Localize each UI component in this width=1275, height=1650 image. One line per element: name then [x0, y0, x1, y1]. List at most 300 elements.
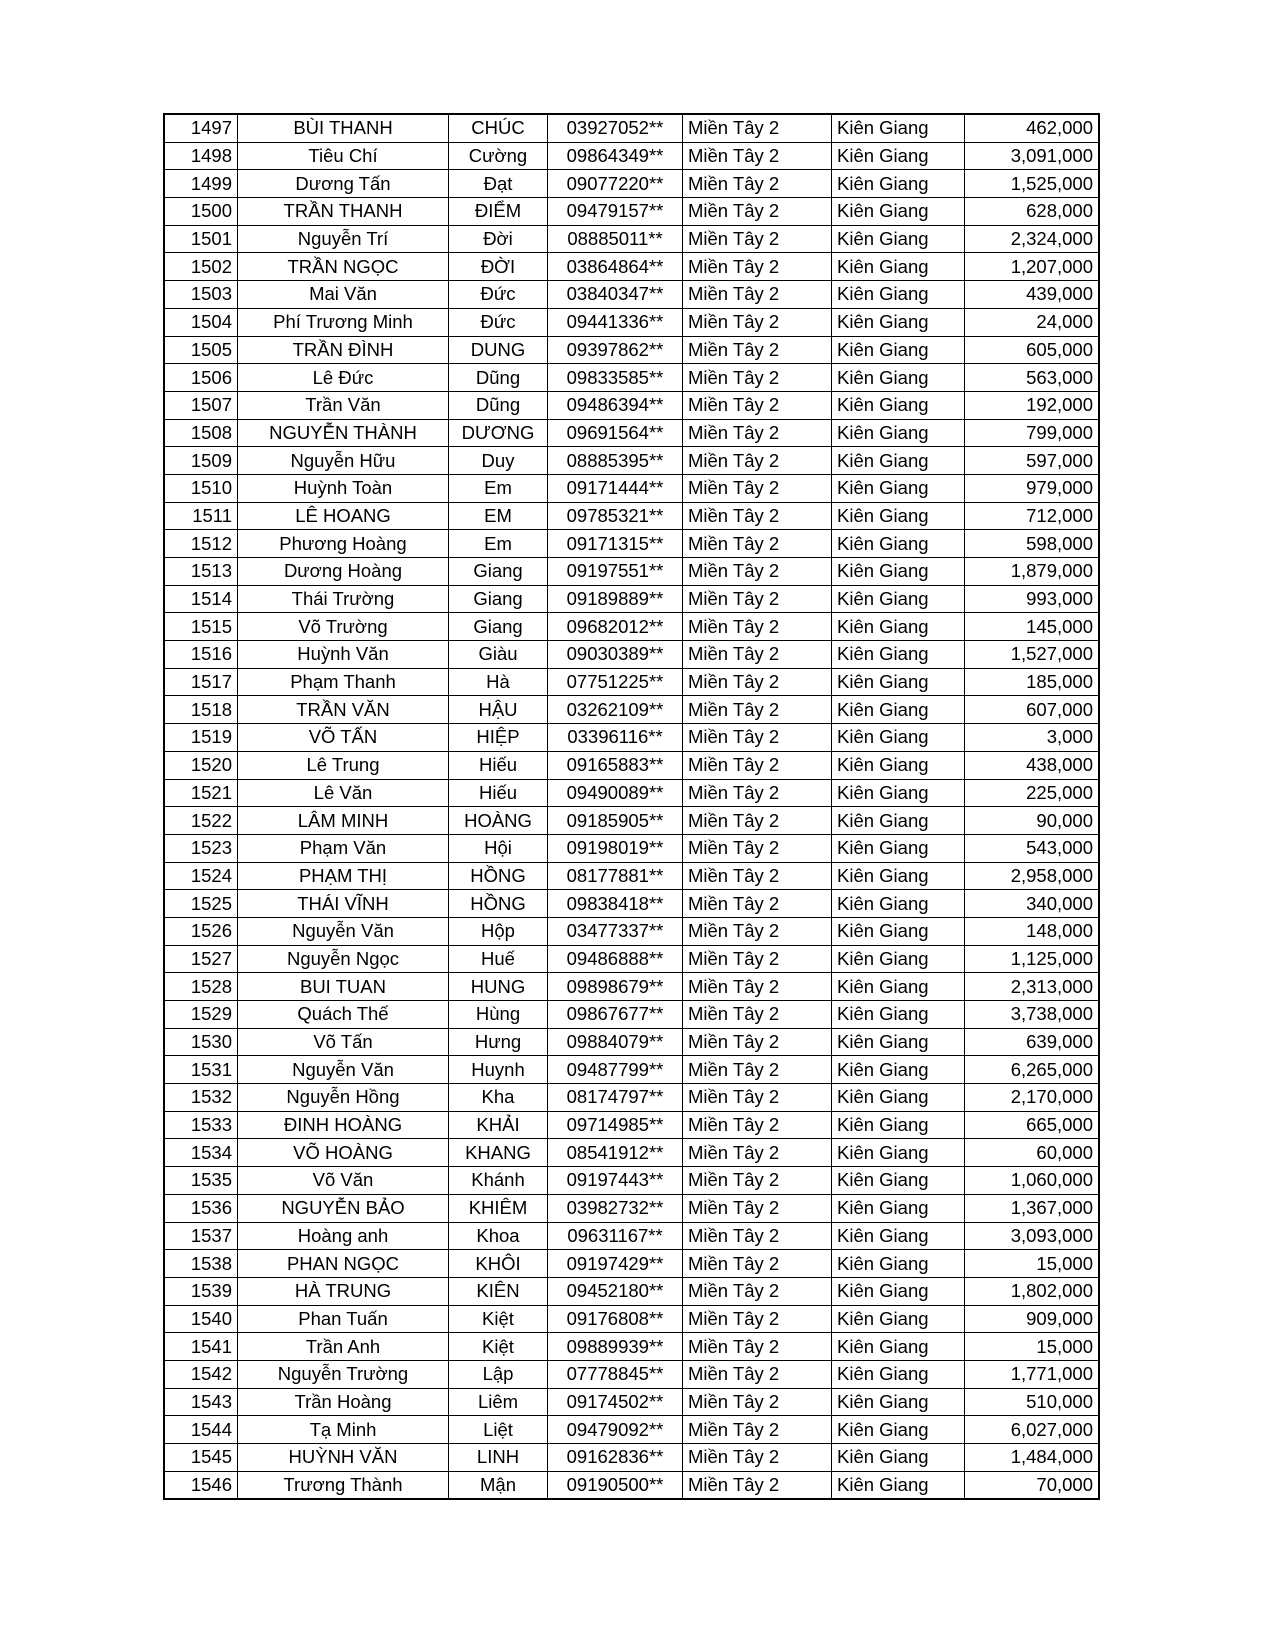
region: Miền Tây 2: [683, 114, 832, 142]
given-name: Hội: [449, 834, 548, 862]
amount: 439,000: [965, 281, 1100, 309]
table-row: [164, 973, 1099, 1001]
row-number: 1530: [164, 1028, 238, 1056]
table-row: [164, 641, 1099, 669]
given-name: LINH: [449, 1444, 548, 1472]
amount: 607,000: [965, 696, 1100, 724]
province: Kiên Giang: [832, 474, 965, 502]
region: Miền Tây 2: [683, 696, 832, 724]
given-name: Giang: [449, 613, 548, 641]
table-row: [164, 419, 1099, 447]
row-number: 1539: [164, 1277, 238, 1305]
row-number: 1528: [164, 973, 238, 1001]
region: Miền Tây 2: [683, 1250, 832, 1278]
amount: 1,771,000: [965, 1360, 1100, 1388]
amount: 605,000: [965, 336, 1100, 364]
table-row: [164, 1139, 1099, 1167]
region: Miền Tây 2: [683, 474, 832, 502]
table-row: [164, 530, 1099, 558]
row-number: 1529: [164, 1001, 238, 1029]
family-name: Tạ Minh: [238, 1416, 449, 1444]
given-name: Em: [449, 474, 548, 502]
row-number: 1503: [164, 281, 238, 309]
province: Kiên Giang: [832, 253, 965, 281]
family-name: Nguyễn Trường: [238, 1360, 449, 1388]
family-name: Nguyễn Trí: [238, 225, 449, 253]
amount: 1,484,000: [965, 1444, 1100, 1472]
province: Kiên Giang: [832, 1416, 965, 1444]
family-name: BUI TUAN: [238, 973, 449, 1001]
phone-number: 09174502**: [548, 1388, 683, 1416]
phone-number: 08174797**: [548, 1084, 683, 1112]
row-number: 1535: [164, 1167, 238, 1195]
given-name: KHẢI: [449, 1111, 548, 1139]
province: Kiên Giang: [832, 668, 965, 696]
region: Miền Tây 2: [683, 281, 832, 309]
phone-number: 09490089**: [548, 779, 683, 807]
row-number: 1497: [164, 114, 238, 142]
amount: 3,093,000: [965, 1222, 1100, 1250]
amount: 1,879,000: [965, 558, 1100, 586]
amount: 15,000: [965, 1250, 1100, 1278]
phone-number: 09452180**: [548, 1277, 683, 1305]
row-number: 1508: [164, 419, 238, 447]
phone-number: 09838418**: [548, 890, 683, 918]
family-name: Quách Thế: [238, 1001, 449, 1029]
given-name: Liêm: [449, 1388, 548, 1416]
table-row: [164, 1360, 1099, 1388]
given-name: ĐỜI: [449, 253, 548, 281]
given-name: HỒNG: [449, 890, 548, 918]
region: Miền Tây 2: [683, 613, 832, 641]
amount: 993,000: [965, 585, 1100, 613]
table-row: [164, 281, 1099, 309]
family-name: LÂM MINH: [238, 807, 449, 835]
region: Miền Tây 2: [683, 779, 832, 807]
phone-number: 07751225**: [548, 668, 683, 696]
province: Kiên Giang: [832, 807, 965, 835]
amount: 225,000: [965, 779, 1100, 807]
province: Kiên Giang: [832, 447, 965, 475]
family-name: Tiêu Chí: [238, 142, 449, 170]
phone-number: 09714985**: [548, 1111, 683, 1139]
region: Miền Tây 2: [683, 1222, 832, 1250]
row-number: 1519: [164, 724, 238, 752]
table-row: [164, 1388, 1099, 1416]
table-row: [164, 1471, 1099, 1499]
given-name: Hà: [449, 668, 548, 696]
family-name: Phạm Thanh: [238, 668, 449, 696]
province: Kiên Giang: [832, 917, 965, 945]
province: Kiên Giang: [832, 1028, 965, 1056]
region: Miền Tây 2: [683, 1305, 832, 1333]
amount: 145,000: [965, 613, 1100, 641]
row-number: 1498: [164, 142, 238, 170]
row-number: 1517: [164, 668, 238, 696]
given-name: Kiệt: [449, 1305, 548, 1333]
region: Miền Tây 2: [683, 1333, 832, 1361]
region: Miền Tây 2: [683, 724, 832, 752]
region: Miền Tây 2: [683, 253, 832, 281]
family-name: Huỳnh Toàn: [238, 474, 449, 502]
region: Miền Tây 2: [683, 862, 832, 890]
amount: 909,000: [965, 1305, 1100, 1333]
phone-number: 08885395**: [548, 447, 683, 475]
phone-number: 09198019**: [548, 834, 683, 862]
phone-number: 09197443**: [548, 1167, 683, 1195]
family-name: TRẦN VĂN: [238, 696, 449, 724]
province: Kiên Giang: [832, 1194, 965, 1222]
phone-number: 09867677**: [548, 1001, 683, 1029]
region: Miền Tây 2: [683, 668, 832, 696]
table-row: [164, 225, 1099, 253]
row-number: 1525: [164, 890, 238, 918]
row-number: 1509: [164, 447, 238, 475]
region: Miền Tây 2: [683, 1471, 832, 1499]
province: Kiên Giang: [832, 696, 965, 724]
amount: 1,367,000: [965, 1194, 1100, 1222]
amount: 6,027,000: [965, 1416, 1100, 1444]
table-row: [164, 114, 1099, 142]
phone-number: 09030389**: [548, 641, 683, 669]
province: Kiên Giang: [832, 1250, 965, 1278]
phone-number: 08177881**: [548, 862, 683, 890]
phone-number: 09479092**: [548, 1416, 683, 1444]
table-row: [164, 308, 1099, 336]
given-name: Dũng: [449, 364, 548, 392]
region: Miền Tây 2: [683, 447, 832, 475]
row-number: 1520: [164, 751, 238, 779]
family-name: HÀ TRUNG: [238, 1277, 449, 1305]
data-table: [163, 113, 1100, 1500]
province: Kiên Giang: [832, 890, 965, 918]
given-name: Lập: [449, 1360, 548, 1388]
given-name: Dũng: [449, 391, 548, 419]
table-row: [164, 1444, 1099, 1472]
amount: 462,000: [965, 114, 1100, 142]
table-row: [164, 1001, 1099, 1029]
family-name: Huỳnh Văn: [238, 641, 449, 669]
province: Kiên Giang: [832, 558, 965, 586]
phone-number: 03262109**: [548, 696, 683, 724]
family-name: NGUYỄN THÀNH: [238, 419, 449, 447]
table-row: [164, 336, 1099, 364]
table-row: [164, 364, 1099, 392]
family-name: VÕ HOÀNG: [238, 1139, 449, 1167]
table-row: [164, 1305, 1099, 1333]
row-number: 1544: [164, 1416, 238, 1444]
table-row: [164, 945, 1099, 973]
phone-number: 09479157**: [548, 198, 683, 226]
region: Miền Tây 2: [683, 364, 832, 392]
amount: 799,000: [965, 419, 1100, 447]
row-number: 1532: [164, 1084, 238, 1112]
amount: 979,000: [965, 474, 1100, 502]
family-name: TRẦN ĐÌNH: [238, 336, 449, 364]
row-number: 1514: [164, 585, 238, 613]
amount: 1,527,000: [965, 641, 1100, 669]
table-row: [164, 724, 1099, 752]
region: Miền Tây 2: [683, 807, 832, 835]
amount: 2,958,000: [965, 862, 1100, 890]
family-name: Phí Trương Minh: [238, 308, 449, 336]
family-name: Mai Văn: [238, 281, 449, 309]
given-name: Hiếu: [449, 779, 548, 807]
region: Miền Tây 2: [683, 973, 832, 1001]
province: Kiên Giang: [832, 336, 965, 364]
family-name: Thái Trường: [238, 585, 449, 613]
table-row: [164, 474, 1099, 502]
family-name: TRẦN THANH: [238, 198, 449, 226]
phone-number: 03864864**: [548, 253, 683, 281]
province: Kiên Giang: [832, 1222, 965, 1250]
given-name: HỒNG: [449, 862, 548, 890]
given-name: Kha: [449, 1084, 548, 1112]
phone-number: 08541912**: [548, 1139, 683, 1167]
amount: 185,000: [965, 668, 1100, 696]
given-name: Giang: [449, 585, 548, 613]
amount: 598,000: [965, 530, 1100, 558]
region: Miền Tây 2: [683, 170, 832, 198]
given-name: Giàu: [449, 641, 548, 669]
amount: 712,000: [965, 502, 1100, 530]
phone-number: 03927052**: [548, 114, 683, 142]
given-name: Đời: [449, 225, 548, 253]
table-row: [164, 170, 1099, 198]
row-number: 1516: [164, 641, 238, 669]
given-name: ĐIỂM: [449, 198, 548, 226]
table-row: [164, 890, 1099, 918]
given-name: KHANG: [449, 1139, 548, 1167]
table-row: [164, 917, 1099, 945]
phone-number: 09487799**: [548, 1056, 683, 1084]
row-number: 1534: [164, 1139, 238, 1167]
province: Kiên Giang: [832, 585, 965, 613]
province: Kiên Giang: [832, 724, 965, 752]
table-row: [164, 585, 1099, 613]
table-row: [164, 696, 1099, 724]
province: Kiên Giang: [832, 170, 965, 198]
row-number: 1499: [164, 170, 238, 198]
province: Kiên Giang: [832, 641, 965, 669]
given-name: Hộp: [449, 917, 548, 945]
phone-number: 09785321**: [548, 502, 683, 530]
amount: 60,000: [965, 1139, 1100, 1167]
amount: 70,000: [965, 1471, 1100, 1499]
amount: 1,060,000: [965, 1167, 1100, 1195]
region: Miền Tây 2: [683, 834, 832, 862]
province: Kiên Giang: [832, 114, 965, 142]
table-row: [164, 142, 1099, 170]
family-name: NGUYỄN BẢO: [238, 1194, 449, 1222]
province: Kiên Giang: [832, 1388, 965, 1416]
region: Miền Tây 2: [683, 1056, 832, 1084]
given-name: DUNG: [449, 336, 548, 364]
table-row: [164, 198, 1099, 226]
province: Kiên Giang: [832, 973, 965, 1001]
amount: 6,265,000: [965, 1056, 1100, 1084]
row-number: 1526: [164, 917, 238, 945]
table-row: [164, 447, 1099, 475]
province: Kiên Giang: [832, 502, 965, 530]
province: Kiên Giang: [832, 1056, 965, 1084]
region: Miền Tây 2: [683, 1028, 832, 1056]
phone-number: 09682012**: [548, 613, 683, 641]
row-number: 1537: [164, 1222, 238, 1250]
given-name: Đạt: [449, 170, 548, 198]
row-number: 1515: [164, 613, 238, 641]
province: Kiên Giang: [832, 862, 965, 890]
phone-number: 09889939**: [548, 1333, 683, 1361]
amount: 438,000: [965, 751, 1100, 779]
region: Miền Tây 2: [683, 308, 832, 336]
table-row: [164, 1028, 1099, 1056]
phone-number: 09197429**: [548, 1250, 683, 1278]
table-row: [164, 779, 1099, 807]
region: Miền Tây 2: [683, 336, 832, 364]
phone-number: 09486888**: [548, 945, 683, 973]
table-row: [164, 1056, 1099, 1084]
amount: 597,000: [965, 447, 1100, 475]
row-number: 1500: [164, 198, 238, 226]
region: Miền Tây 2: [683, 558, 832, 586]
family-name: Võ Trường: [238, 613, 449, 641]
amount: 148,000: [965, 917, 1100, 945]
given-name: KHÔI: [449, 1250, 548, 1278]
amount: 563,000: [965, 364, 1100, 392]
region: Miền Tây 2: [683, 1111, 832, 1139]
province: Kiên Giang: [832, 1444, 965, 1472]
province: Kiên Giang: [832, 1333, 965, 1361]
row-number: 1507: [164, 391, 238, 419]
given-name: EM: [449, 502, 548, 530]
family-name: PHAN NGỌC: [238, 1250, 449, 1278]
phone-number: 09833585**: [548, 364, 683, 392]
given-name: DƯƠNG: [449, 419, 548, 447]
province: Kiên Giang: [832, 1001, 965, 1029]
family-name: Phương Hoàng: [238, 530, 449, 558]
given-name: Huynh: [449, 1056, 548, 1084]
table-row: [164, 1333, 1099, 1361]
province: Kiên Giang: [832, 945, 965, 973]
table-row: [164, 1194, 1099, 1222]
given-name: Cường: [449, 142, 548, 170]
table-row: [164, 1111, 1099, 1139]
given-name: Mận: [449, 1471, 548, 1499]
family-name: BÙI THANH: [238, 114, 449, 142]
family-name: Võ Tấn: [238, 1028, 449, 1056]
phone-number: 09165883**: [548, 751, 683, 779]
amount: 1,207,000: [965, 253, 1100, 281]
row-number: 1506: [164, 364, 238, 392]
province: Kiên Giang: [832, 834, 965, 862]
phone-number: 09176808**: [548, 1305, 683, 1333]
region: Miền Tây 2: [683, 585, 832, 613]
family-name: LÊ HOANG: [238, 502, 449, 530]
family-name: Trần Hoàng: [238, 1388, 449, 1416]
phone-number: 03840347**: [548, 281, 683, 309]
row-number: 1543: [164, 1388, 238, 1416]
phone-number: 03477337**: [548, 917, 683, 945]
row-number: 1522: [164, 807, 238, 835]
amount: 639,000: [965, 1028, 1100, 1056]
region: Miền Tây 2: [683, 1444, 832, 1472]
phone-number: 08885011**: [548, 225, 683, 253]
table-row: [164, 253, 1099, 281]
row-number: 1546: [164, 1471, 238, 1499]
province: Kiên Giang: [832, 1084, 965, 1112]
given-name: Em: [449, 530, 548, 558]
row-number: 1512: [164, 530, 238, 558]
province: Kiên Giang: [832, 1167, 965, 1195]
row-number: 1501: [164, 225, 238, 253]
province: Kiên Giang: [832, 308, 965, 336]
region: Miền Tây 2: [683, 1194, 832, 1222]
phone-number: 09197551**: [548, 558, 683, 586]
family-name: Trần Văn: [238, 391, 449, 419]
amount: 510,000: [965, 1388, 1100, 1416]
given-name: Khánh: [449, 1167, 548, 1195]
row-number: 1540: [164, 1305, 238, 1333]
family-name: Phan Tuấn: [238, 1305, 449, 1333]
table-row: [164, 834, 1099, 862]
family-name: PHẠM THỊ: [238, 862, 449, 890]
family-name: Nguyễn Ngọc: [238, 945, 449, 973]
family-name: Lê Văn: [238, 779, 449, 807]
table-body: [164, 114, 1099, 1499]
table-row: [164, 1084, 1099, 1112]
province: Kiên Giang: [832, 198, 965, 226]
row-number: 1531: [164, 1056, 238, 1084]
phone-number: 09162836**: [548, 1444, 683, 1472]
table-row: [164, 1222, 1099, 1250]
row-number: 1505: [164, 336, 238, 364]
phone-number: 09077220**: [548, 170, 683, 198]
table-row: [164, 558, 1099, 586]
region: Miền Tây 2: [683, 1388, 832, 1416]
table-row: [164, 668, 1099, 696]
province: Kiên Giang: [832, 225, 965, 253]
province: Kiên Giang: [832, 613, 965, 641]
region: Miền Tây 2: [683, 751, 832, 779]
row-number: 1523: [164, 834, 238, 862]
row-number: 1518: [164, 696, 238, 724]
region: Miền Tây 2: [683, 419, 832, 447]
amount: 15,000: [965, 1333, 1100, 1361]
phone-number: 09189889**: [548, 585, 683, 613]
phone-number: 09884079**: [548, 1028, 683, 1056]
table-row: [164, 807, 1099, 835]
family-name: HUỲNH VĂN: [238, 1444, 449, 1472]
phone-number: 09171315**: [548, 530, 683, 558]
row-number: 1524: [164, 862, 238, 890]
family-name: Dương Tấn: [238, 170, 449, 198]
family-name: Lê Trung: [238, 751, 449, 779]
region: Miền Tây 2: [683, 142, 832, 170]
given-name: Đức: [449, 308, 548, 336]
amount: 628,000: [965, 198, 1100, 226]
table-row: [164, 1167, 1099, 1195]
province: Kiên Giang: [832, 1471, 965, 1499]
phone-number: 07778845**: [548, 1360, 683, 1388]
region: Miền Tây 2: [683, 225, 832, 253]
family-name: Trần Anh: [238, 1333, 449, 1361]
row-number: 1542: [164, 1360, 238, 1388]
given-name: KHIÊM: [449, 1194, 548, 1222]
table-row: [164, 751, 1099, 779]
row-number: 1533: [164, 1111, 238, 1139]
amount: 2,324,000: [965, 225, 1100, 253]
